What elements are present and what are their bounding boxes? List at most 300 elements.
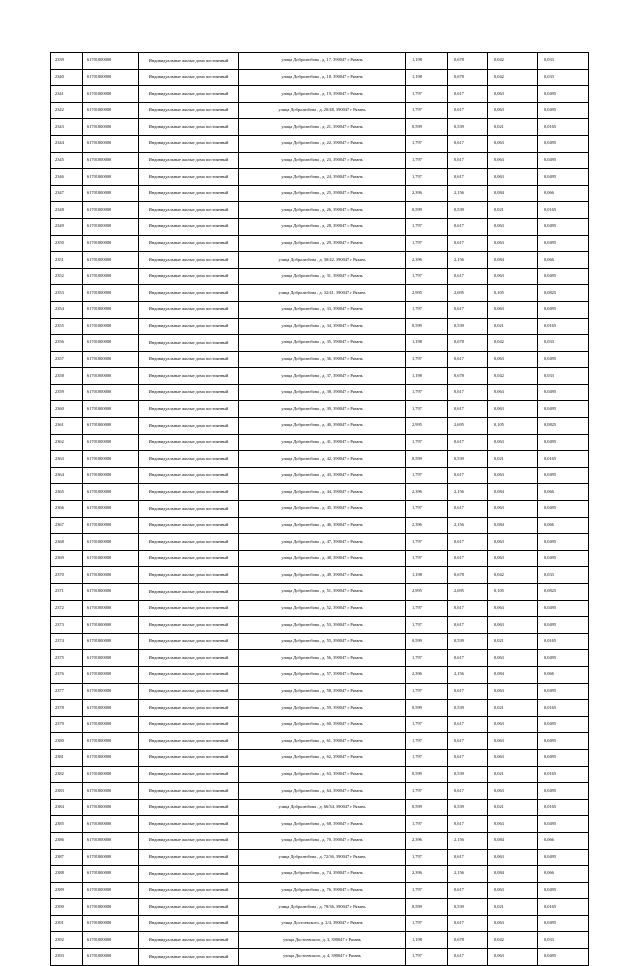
table-row xyxy=(51,451,589,468)
cell-value-3: 0,063 xyxy=(488,733,538,750)
cell-object-type: Индивидуальные жилые дома постоянный xyxy=(139,550,239,567)
cell-value-2: 0,617 xyxy=(448,733,488,750)
cell-value-1: 2,396 xyxy=(406,484,448,501)
cell-value-3: 0,042 xyxy=(488,368,538,385)
cell-value-1: 1,797 xyxy=(406,384,448,401)
cell-oktmo-code: 61701000000 xyxy=(83,567,139,584)
cell-row-number: 2367 xyxy=(51,517,83,534)
cell-row-number: 2357 xyxy=(51,351,83,368)
cell-row-number: 2360 xyxy=(51,401,83,418)
cell-address: улица Добролюбова , д. 38, 390047 г Рязань xyxy=(239,384,406,401)
cell-value-2: 2,695 xyxy=(448,418,488,435)
cell-address: улица Добролюбова , д. 25, 390047 г Рязань xyxy=(239,185,406,202)
cell-value-4: 0,033 xyxy=(538,932,589,949)
cell-object-type: Индивидуальные жилые дома постоянный xyxy=(139,882,239,899)
table-row xyxy=(51,252,589,269)
cell-object-type: Индивидуальные жилые дома постоянный xyxy=(139,600,239,617)
table-row xyxy=(51,633,589,650)
table-row xyxy=(51,666,589,683)
table-row xyxy=(51,501,589,518)
cell-row-number: 2355 xyxy=(51,318,83,335)
cell-value-1: 1,797 xyxy=(406,434,448,451)
cell-value-1: 0,599 xyxy=(406,700,448,717)
cell-value-2: 0,617 xyxy=(448,268,488,285)
cell-value-3: 0,063 xyxy=(488,915,538,932)
cell-oktmo-code: 61701000000 xyxy=(83,617,139,634)
cell-row-number: 2352 xyxy=(51,268,83,285)
cell-value-4: 0,0495 xyxy=(538,617,589,634)
cell-row-number: 2383 xyxy=(51,783,83,800)
cell-value-2: 0,678 xyxy=(448,368,488,385)
cell-oktmo-code: 61701000000 xyxy=(83,766,139,783)
cell-row-number: 2389 xyxy=(51,882,83,899)
cell-value-3: 0,063 xyxy=(488,683,538,700)
cell-value-2: 0,617 xyxy=(448,683,488,700)
cell-address: улица Добролюбова , д. 63, 390047 г Рязань xyxy=(239,766,406,783)
cell-address: улица Добролюбова , д. 78/36, 390047 г Рязань xyxy=(239,899,406,916)
cell-value-4: 0,0165 xyxy=(538,202,589,219)
cell-row-number: 2370 xyxy=(51,567,83,584)
cell-value-1: 0,599 xyxy=(406,202,448,219)
cell-object-type: Индивидуальные жилые дома постоянный xyxy=(139,832,239,849)
table-row xyxy=(51,650,589,667)
cell-object-type: Индивидуальные жилые дома постоянный xyxy=(139,534,239,551)
cell-value-2: 0,539 xyxy=(448,633,488,650)
cell-value-1: 1,797 xyxy=(406,650,448,667)
cell-address: улица Достоевского, д. 4, 390047 г Рязань xyxy=(239,949,406,966)
cell-address: улица Добролюбова , д. 17, 390047 г Рязань xyxy=(239,53,406,70)
cell-value-2: 0,617 xyxy=(448,235,488,252)
cell-oktmo-code: 61701000000 xyxy=(83,53,139,70)
cell-value-1: 1,797 xyxy=(406,235,448,252)
cell-address: улица Добролюбова , д. 53, 390047 г Рязань xyxy=(239,617,406,634)
cell-value-1: 2,396 xyxy=(406,832,448,849)
cell-address: улица Добролюбова , д. 33, 390047 г Рязань xyxy=(239,301,406,318)
cell-oktmo-code: 61701000000 xyxy=(83,633,139,650)
cell-address: улица Добролюбова , д. 23, 390047 г Рязань xyxy=(239,152,406,169)
cell-value-4: 0,0495 xyxy=(538,384,589,401)
cell-object-type: Индивидуальные жилые дома постоянный xyxy=(139,69,239,86)
cell-value-4: 0,0495 xyxy=(538,749,589,766)
cell-address: улица Добролюбова , д. 59, 390047 г Рязань xyxy=(239,700,406,717)
cell-value-2: 0,617 xyxy=(448,102,488,119)
cell-value-4: 0,0495 xyxy=(538,135,589,152)
cell-address: улица Добролюбова , д. 56, 390047 г Рязань xyxy=(239,650,406,667)
cell-value-1: 1,797 xyxy=(406,301,448,318)
cell-oktmo-code: 61701000000 xyxy=(83,932,139,949)
cell-value-1: 1,797 xyxy=(406,102,448,119)
cell-value-3: 0,021 xyxy=(488,451,538,468)
table-row xyxy=(51,716,589,733)
table-row xyxy=(51,932,589,949)
cell-address: улица Добролюбова , д. 61, 390047 г Рязань xyxy=(239,733,406,750)
cell-object-type: Индивидуальные жилые дома постоянный xyxy=(139,285,239,302)
cell-value-3: 0,063 xyxy=(488,550,538,567)
cell-value-1: 1,797 xyxy=(406,816,448,833)
cell-value-2: 0,617 xyxy=(448,152,488,169)
cell-value-2: 0,539 xyxy=(448,899,488,916)
cell-value-4: 0,0495 xyxy=(538,783,589,800)
cell-value-2: 0,539 xyxy=(448,318,488,335)
table-row xyxy=(51,135,589,152)
cell-value-4: 0,033 xyxy=(538,69,589,86)
cell-value-2: 0,617 xyxy=(448,716,488,733)
cell-value-2: 0,617 xyxy=(448,550,488,567)
cell-value-1: 1,797 xyxy=(406,351,448,368)
table-row xyxy=(51,899,589,916)
cell-address: улица Добролюбова , д. 42, 390047 г Рязань xyxy=(239,451,406,468)
cell-value-1: 1,797 xyxy=(406,716,448,733)
cell-value-4: 0,0495 xyxy=(538,733,589,750)
cell-address: улица Добролюбова , д. 58, 390047 г Рязань xyxy=(239,683,406,700)
cell-value-1: 1,797 xyxy=(406,915,448,932)
cell-value-4: 0,0495 xyxy=(538,501,589,518)
cell-value-3: 0,063 xyxy=(488,849,538,866)
cell-object-type: Индивидуальные жилые дома постоянный xyxy=(139,434,239,451)
cell-value-2: 0,617 xyxy=(448,384,488,401)
cell-oktmo-code: 61701000000 xyxy=(83,301,139,318)
cell-value-1: 0,599 xyxy=(406,318,448,335)
table-row xyxy=(51,202,589,219)
cell-row-number: 2356 xyxy=(51,335,83,352)
table-row xyxy=(51,169,589,186)
cell-value-1: 1,198 xyxy=(406,69,448,86)
cell-row-number: 2372 xyxy=(51,600,83,617)
cell-address: улица Добролюбова , д. 47, 390047 г Рязань xyxy=(239,534,406,551)
cell-value-3: 0,105 xyxy=(488,418,538,435)
cell-value-4: 0,0495 xyxy=(538,152,589,169)
cell-value-1: 0,599 xyxy=(406,766,448,783)
cell-object-type: Индивидуальные жилые дома постоянный xyxy=(139,584,239,601)
cell-value-2: 2,156 xyxy=(448,185,488,202)
cell-row-number: 2344 xyxy=(51,135,83,152)
cell-value-2: 0,617 xyxy=(448,816,488,833)
cell-oktmo-code: 61701000000 xyxy=(83,915,139,932)
cell-value-3: 0,063 xyxy=(488,882,538,899)
cell-value-3: 0,063 xyxy=(488,501,538,518)
table-row xyxy=(51,749,589,766)
cell-oktmo-code: 61701000000 xyxy=(83,467,139,484)
cell-object-type: Индивидуальные жилые дома постоянный xyxy=(139,700,239,717)
cell-value-3: 0,063 xyxy=(488,467,538,484)
cell-address: улица Добролюбова , д. 60, 390047 г Рязань xyxy=(239,716,406,733)
cell-value-2: 0,678 xyxy=(448,932,488,949)
cell-value-4: 0,0495 xyxy=(538,849,589,866)
cell-value-3: 0,042 xyxy=(488,567,538,584)
cell-address: улица Добролюбова , д. 74, 390047 г Рязань xyxy=(239,866,406,883)
cell-row-number: 2341 xyxy=(51,86,83,103)
cell-object-type: Индивидуальные жилые дома постоянный xyxy=(139,799,239,816)
cell-row-number: 2380 xyxy=(51,733,83,750)
cell-address: улица Добролюбова , д. 32/41, 390047 г Рязань xyxy=(239,285,406,302)
cell-value-4: 0,0495 xyxy=(538,534,589,551)
cell-oktmo-code: 61701000000 xyxy=(83,86,139,103)
table-row xyxy=(51,783,589,800)
cell-oktmo-code: 61701000000 xyxy=(83,202,139,219)
cell-oktmo-code: 61701000000 xyxy=(83,351,139,368)
cell-row-number: 2392 xyxy=(51,932,83,949)
cell-value-3: 0,063 xyxy=(488,534,538,551)
cell-oktmo-code: 61701000000 xyxy=(83,882,139,899)
cell-oktmo-code: 61701000000 xyxy=(83,600,139,617)
cell-value-4: 0,0495 xyxy=(538,351,589,368)
cell-value-2: 2,156 xyxy=(448,517,488,534)
cell-address: улица Добролюбова , д. 36, 390047 г Рязань xyxy=(239,351,406,368)
table-row xyxy=(51,335,589,352)
cell-value-2: 0,617 xyxy=(448,467,488,484)
cell-value-1: 1,797 xyxy=(406,550,448,567)
cell-value-3: 0,063 xyxy=(488,617,538,634)
cell-oktmo-code: 61701000000 xyxy=(83,816,139,833)
cell-address: улица Добролюбова , д. 34, 390047 г Рязань xyxy=(239,318,406,335)
cell-oktmo-code: 61701000000 xyxy=(83,218,139,235)
cell-object-type: Индивидуальные жилые дома постоянный xyxy=(139,401,239,418)
cell-value-3: 0,021 xyxy=(488,318,538,335)
cell-value-4: 0,0495 xyxy=(538,949,589,966)
cell-value-1: 1,797 xyxy=(406,733,448,750)
cell-value-3: 0,021 xyxy=(488,119,538,136)
cell-value-1: 2,396 xyxy=(406,252,448,269)
cell-row-number: 2362 xyxy=(51,434,83,451)
cell-value-3: 0,063 xyxy=(488,218,538,235)
cell-row-number: 2375 xyxy=(51,650,83,667)
cell-value-2: 0,617 xyxy=(448,882,488,899)
cell-value-2: 0,617 xyxy=(448,650,488,667)
cell-value-4: 0,0495 xyxy=(538,467,589,484)
cell-value-4: 0,066 xyxy=(538,832,589,849)
cell-value-4: 0,0495 xyxy=(538,816,589,833)
table-row xyxy=(51,534,589,551)
cell-oktmo-code: 61701000000 xyxy=(83,69,139,86)
cell-row-number: 2351 xyxy=(51,252,83,269)
cell-oktmo-code: 61701000000 xyxy=(83,418,139,435)
cell-oktmo-code: 61701000000 xyxy=(83,169,139,186)
cell-value-2: 2,156 xyxy=(448,866,488,883)
cell-value-4: 0,0165 xyxy=(538,633,589,650)
table-row xyxy=(51,401,589,418)
cell-value-3: 0,021 xyxy=(488,766,538,783)
cell-value-4: 0,0495 xyxy=(538,882,589,899)
cell-value-1: 1,198 xyxy=(406,567,448,584)
cell-value-4: 0,0495 xyxy=(538,650,589,667)
cell-object-type: Индивидуальные жилые дома постоянный xyxy=(139,517,239,534)
cell-row-number: 2359 xyxy=(51,384,83,401)
cell-value-3: 0,042 xyxy=(488,932,538,949)
table-row xyxy=(51,849,589,866)
cell-value-3: 0,063 xyxy=(488,351,538,368)
cell-value-1: 1,797 xyxy=(406,152,448,169)
cell-address: улица Добролюбова , д. 68, 390047 г Рязань xyxy=(239,816,406,833)
table-row xyxy=(51,799,589,816)
cell-address: улица Добролюбова , д. 37, 390047 г Рязань xyxy=(239,368,406,385)
table-row xyxy=(51,816,589,833)
cell-value-1: 1,797 xyxy=(406,135,448,152)
cell-address: улица Добролюбова , д. 20/48, 390047 г Рязань xyxy=(239,102,406,119)
table-row xyxy=(51,119,589,136)
cell-value-4: 0,066 xyxy=(538,866,589,883)
cell-value-2: 2,156 xyxy=(448,666,488,683)
table-row xyxy=(51,434,589,451)
cell-object-type: Индивидуальные жилые дома постоянный xyxy=(139,766,239,783)
table-row xyxy=(51,301,589,318)
table-row xyxy=(51,384,589,401)
cell-value-2: 0,617 xyxy=(448,849,488,866)
cell-row-number: 2354 xyxy=(51,301,83,318)
cell-row-number: 2361 xyxy=(51,418,83,435)
cell-row-number: 2343 xyxy=(51,119,83,136)
cell-value-3: 0,042 xyxy=(488,69,538,86)
cell-row-number: 2391 xyxy=(51,915,83,932)
cell-oktmo-code: 61701000000 xyxy=(83,650,139,667)
cell-object-type: Индивидуальные жилые дома постоянный xyxy=(139,816,239,833)
cell-address: улица Достоевского, д. 2/4, 390047 г Рязань xyxy=(239,915,406,932)
cell-row-number: 2384 xyxy=(51,799,83,816)
cell-value-1: 2,396 xyxy=(406,866,448,883)
cell-row-number: 2369 xyxy=(51,550,83,567)
cell-row-number: 2379 xyxy=(51,716,83,733)
cell-row-number: 2378 xyxy=(51,700,83,717)
cell-value-2: 2,695 xyxy=(448,285,488,302)
cell-object-type: Индивидуальные жилые дома постоянный xyxy=(139,252,239,269)
cell-value-1: 2,995 xyxy=(406,285,448,302)
cell-address: улица Добролюбова , д. 19, 390047 г Рязань xyxy=(239,86,406,103)
cell-row-number: 2345 xyxy=(51,152,83,169)
cell-address: улица Добролюбова , д. 52, 390047 г Рязань xyxy=(239,600,406,617)
cell-object-type: Индивидуальные жилые дома постоянный xyxy=(139,351,239,368)
cell-value-1: 1,797 xyxy=(406,600,448,617)
cell-oktmo-code: 61701000000 xyxy=(83,135,139,152)
cell-value-4: 0,0495 xyxy=(538,600,589,617)
cell-value-3: 0,084 xyxy=(488,517,538,534)
cell-value-2: 0,617 xyxy=(448,351,488,368)
cell-value-1: 0,599 xyxy=(406,899,448,916)
table-row xyxy=(51,86,589,103)
cell-object-type: Индивидуальные жилые дома постоянный xyxy=(139,418,239,435)
cell-value-1: 0,599 xyxy=(406,633,448,650)
cell-value-2: 0,539 xyxy=(448,202,488,219)
cell-oktmo-code: 61701000000 xyxy=(83,749,139,766)
cell-object-type: Индивидуальные жилые дома постоянный xyxy=(139,932,239,949)
cell-row-number: 2364 xyxy=(51,467,83,484)
cell-oktmo-code: 61701000000 xyxy=(83,401,139,418)
cell-value-3: 0,063 xyxy=(488,169,538,186)
cell-value-4: 0,033 xyxy=(538,567,589,584)
cell-address: улица Добролюбова , д. 28, 390047 г Рязань xyxy=(239,218,406,235)
cell-object-type: Индивидуальные жилые дома постоянный xyxy=(139,119,239,136)
cell-oktmo-code: 61701000000 xyxy=(83,733,139,750)
cell-value-3: 0,084 xyxy=(488,866,538,883)
cell-row-number: 2393 xyxy=(51,949,83,966)
table-row xyxy=(51,484,589,501)
cell-row-number: 2377 xyxy=(51,683,83,700)
cell-value-2: 0,617 xyxy=(448,749,488,766)
cell-address: улица Добролюбова , д. 39, 390047 г Рязань xyxy=(239,401,406,418)
cell-value-4: 0,0165 xyxy=(538,766,589,783)
cell-row-number: 2373 xyxy=(51,617,83,634)
cell-row-number: 2366 xyxy=(51,501,83,518)
cell-value-3: 0,084 xyxy=(488,484,538,501)
cell-value-3: 0,021 xyxy=(488,633,538,650)
table-row xyxy=(51,550,589,567)
cell-value-4: 0,0495 xyxy=(538,915,589,932)
cell-value-3: 0,063 xyxy=(488,86,538,103)
cell-value-4: 0,0165 xyxy=(538,799,589,816)
cell-address: улица Добролюбова , д. 51, 390047 г Рязань xyxy=(239,584,406,601)
cell-row-number: 2340 xyxy=(51,69,83,86)
table-body xyxy=(51,53,589,966)
cell-object-type: Индивидуальные жилые дома постоянный xyxy=(139,733,239,750)
cell-value-4: 0,0495 xyxy=(538,716,589,733)
table-row xyxy=(51,832,589,849)
cell-row-number: 2386 xyxy=(51,832,83,849)
table-row xyxy=(51,152,589,169)
cell-value-1: 2,995 xyxy=(406,584,448,601)
cell-address: улица Добролюбова , д. 40, 390047 г Рязань xyxy=(239,418,406,435)
table-row xyxy=(51,766,589,783)
cell-value-4: 0,0165 xyxy=(538,318,589,335)
table-row xyxy=(51,418,589,435)
cell-value-3: 0,084 xyxy=(488,666,538,683)
cell-value-4: 0,0165 xyxy=(538,700,589,717)
cell-value-4: 0,0165 xyxy=(538,119,589,136)
cell-value-3: 0,021 xyxy=(488,202,538,219)
cell-address: улица Достоевского, д. 3, 390047 г Рязань xyxy=(239,932,406,949)
cell-address: улица Добролюбова , д. 70, 390047 г Рязань xyxy=(239,832,406,849)
cell-object-type: Индивидуальные жилые дома постоянный xyxy=(139,666,239,683)
cell-value-3: 0,063 xyxy=(488,600,538,617)
cell-oktmo-code: 61701000000 xyxy=(83,550,139,567)
cell-value-3: 0,084 xyxy=(488,832,538,849)
cell-oktmo-code: 61701000000 xyxy=(83,434,139,451)
cell-value-4: 0,0495 xyxy=(538,683,589,700)
cell-address: улица Добролюбова , д. 55, 390047 г Рязань xyxy=(239,633,406,650)
cell-value-3: 0,021 xyxy=(488,899,538,916)
cell-row-number: 2346 xyxy=(51,169,83,186)
table-row xyxy=(51,517,589,534)
cell-object-type: Индивидуальные жилые дома постоянный xyxy=(139,650,239,667)
cell-value-1: 1,198 xyxy=(406,53,448,70)
cell-value-4: 0,0495 xyxy=(538,434,589,451)
cell-value-4: 0,066 xyxy=(538,185,589,202)
cell-value-1: 1,198 xyxy=(406,932,448,949)
table-row xyxy=(51,218,589,235)
cell-row-number: 2365 xyxy=(51,484,83,501)
cell-object-type: Индивидуальные жилые дома постоянный xyxy=(139,484,239,501)
cell-address: улица Добролюбова , д. 22, 390047 г Рязань xyxy=(239,135,406,152)
cell-object-type: Индивидуальные жилые дома постоянный xyxy=(139,235,239,252)
cell-address: улица Добролюбова , д. 41, 390047 г Рязань xyxy=(239,434,406,451)
cell-oktmo-code: 61701000000 xyxy=(83,484,139,501)
cell-address: улица Добролюбова , д. 45, 390047 г Рязань xyxy=(239,501,406,518)
cell-value-1: 2,396 xyxy=(406,517,448,534)
cell-value-2: 2,156 xyxy=(448,484,488,501)
cell-value-2: 0,617 xyxy=(448,301,488,318)
cell-value-4: 0,0495 xyxy=(538,102,589,119)
cell-value-3: 0,063 xyxy=(488,384,538,401)
table-row xyxy=(51,351,589,368)
cell-value-2: 0,617 xyxy=(448,617,488,634)
cell-value-2: 0,539 xyxy=(448,119,488,136)
cell-value-3: 0,063 xyxy=(488,268,538,285)
cell-value-2: 0,539 xyxy=(448,799,488,816)
cell-oktmo-code: 61701000000 xyxy=(83,899,139,916)
cell-value-2: 0,617 xyxy=(448,915,488,932)
cell-value-4: 0,0495 xyxy=(538,401,589,418)
cell-object-type: Индивидуальные жилые дома постоянный xyxy=(139,501,239,518)
cell-value-4: 0,0825 xyxy=(538,418,589,435)
cell-value-3: 0,021 xyxy=(488,700,538,717)
cell-value-3: 0,063 xyxy=(488,434,538,451)
